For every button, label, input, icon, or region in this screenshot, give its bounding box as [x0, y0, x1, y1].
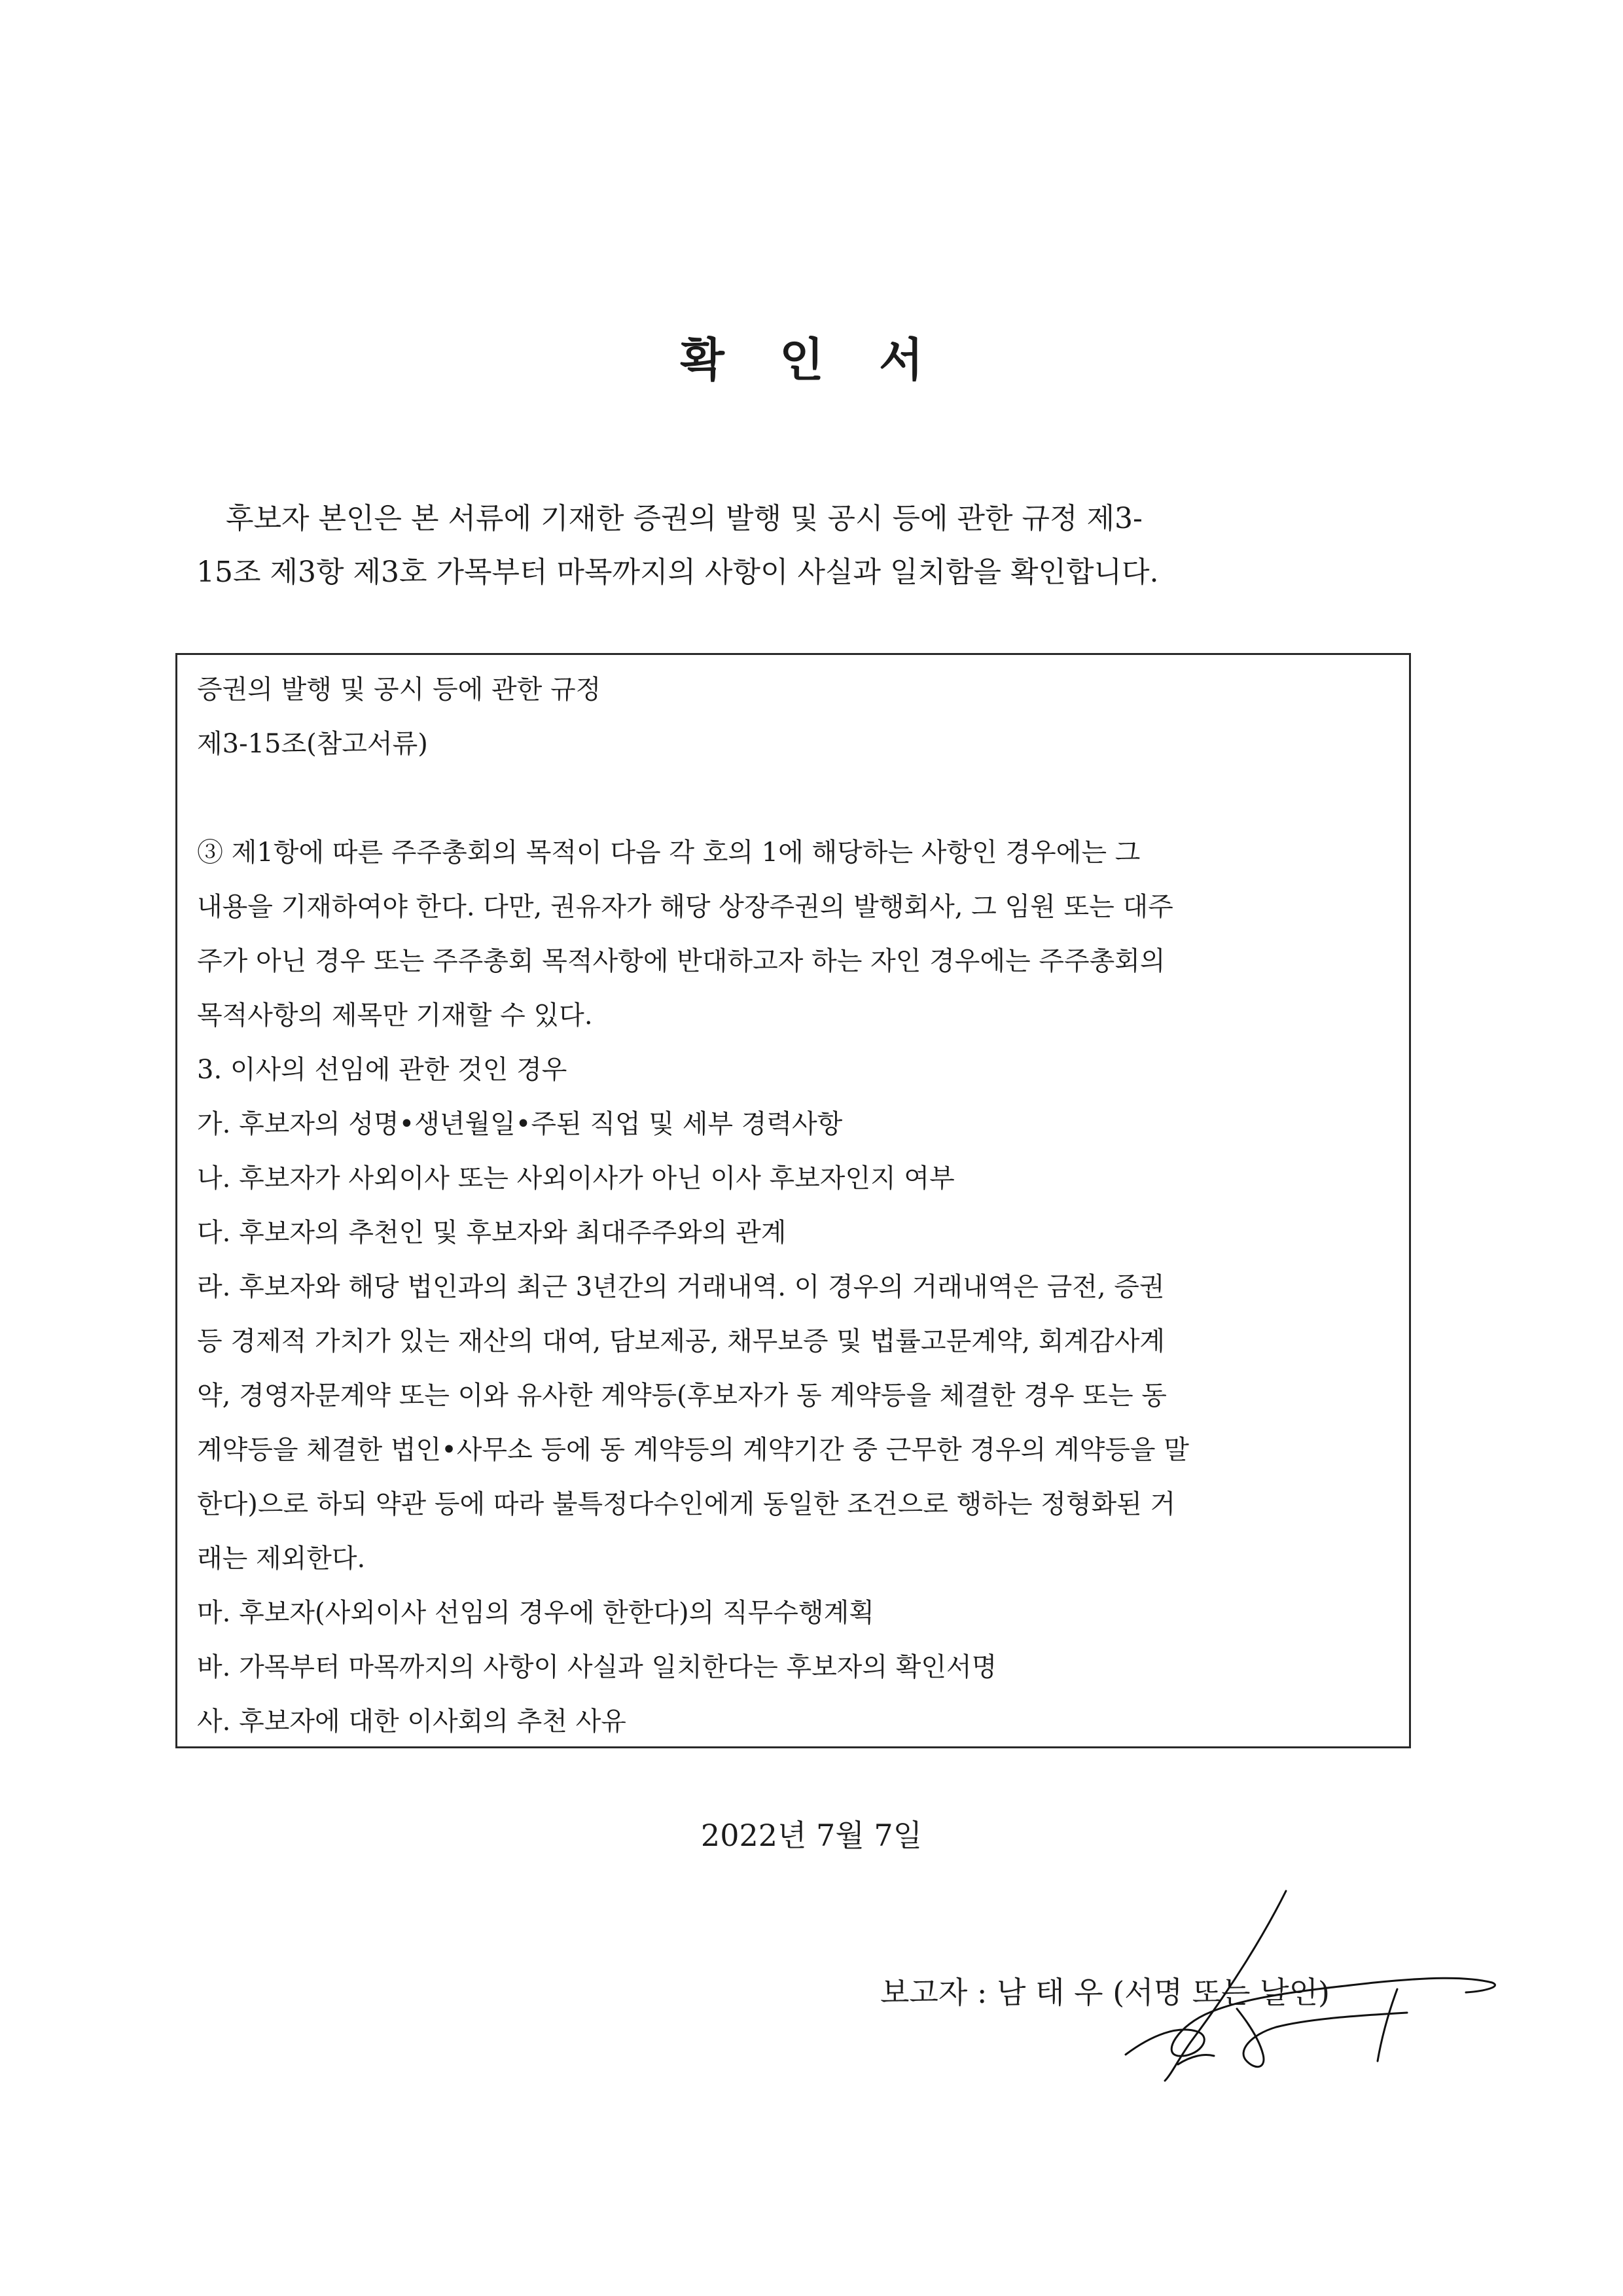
regulation-text — [197, 663, 1395, 1749]
document-date: 2022년 7월 7일 — [700, 1818, 923, 1853]
regulation-line: 한다)으로 하되 약관 등에 따라 불특정다수인에게 동일한 조건으로 행하는 정형화된 거 — [197, 1489, 1176, 1519]
regulation-line: 목적사항의 제목만 기재할 수 있다. — [197, 1000, 593, 1031]
regulation-line: 바. 가목부터 마목까지의 사항이 사실과 일치한다는 후보자의 확인서명 — [197, 1652, 997, 1682]
regulation-line: ③ 제1항에 따른 주주총회의 목적이 다음 각 호의 1에 해당하는 사항인 경우에는 그 — [197, 838, 1141, 868]
blank-line — [197, 771, 1395, 826]
regulation-article: 제3-15조(참고서류) — [197, 729, 428, 759]
regulation-line: 3. 이사의 선임에 관한 것인 경우 — [197, 1055, 567, 1085]
regulation-line: 등 경제적 가치가 있는 재산의 대여, 담보제공, 채무보증 및 법률고문계약, 회계감사계 — [197, 1326, 1166, 1356]
regulation-line: 사. 후보자에 대한 이사회의 추천 사유 — [197, 1706, 626, 1737]
regulation-line: 라. 후보자와 해당 법인과의 최근 3년간의 거래내역. 이 경우의 거래내역은 금전, 증권 — [197, 1272, 1165, 1302]
regulation-line: 약, 경영자문계약 또는 이와 유사한 계약등(후보자가 동 계약등을 체결한 경우 또는 동 — [197, 1381, 1167, 1411]
regulation-line: 다. 후보자의 추천인 및 후보자와 최대주주와의 관계 — [197, 1218, 787, 1248]
regulation-line: 주가 아닌 경우 또는 주주총회 목적사항에 반대하고자 하는 자인 경우에는 주주총회의 — [197, 946, 1166, 976]
document-title: 확 인 서 — [680, 332, 943, 387]
intro-line: 후보자 본인은 본 서류에 기재한 증권의 발행 및 공시 등에 관한 규정 제3- — [226, 502, 1143, 535]
regulation-line: 나. 후보자가 사외이사 또는 사외이사가 아닌 이사 후보자인지 여부 — [197, 1163, 955, 1193]
regulation-line: 내용을 기재하여야 한다. 다만, 권유자가 해당 상장주권의 발행회사, 그 임원 또는 대주 — [197, 892, 1173, 922]
intro-line: 15조 제3항 제3호 가목부터 마목까지의 사항이 사실과 일치함을 확인합니다. — [196, 556, 1159, 589]
handwritten-signature — [1099, 1884, 1518, 2100]
regulation-line: 래는 제외한다. — [197, 1544, 366, 1574]
intro-paragraph — [196, 492, 1440, 599]
regulation-line: 계약등을 체결한 법인•사무소 등에 동 계약등의 계약기간 중 근무한 경우의 계약등을 말 — [197, 1435, 1189, 1465]
regulation-box — [175, 653, 1411, 1748]
reporter-line: 보고자 : 남 태 우 (서명 또는 날인) — [880, 1975, 1330, 2010]
regulation-line: 마. 후보자(사외이사 선임의 경우에 한한다)의 직무수행계획 — [197, 1598, 874, 1628]
regulation-line: 가. 후보자의 성명•생년월일•주된 직업 및 세부 경력사항 — [197, 1109, 843, 1139]
regulation-title: 증권의 발행 및 공시 등에 관한 규정 — [197, 675, 601, 705]
